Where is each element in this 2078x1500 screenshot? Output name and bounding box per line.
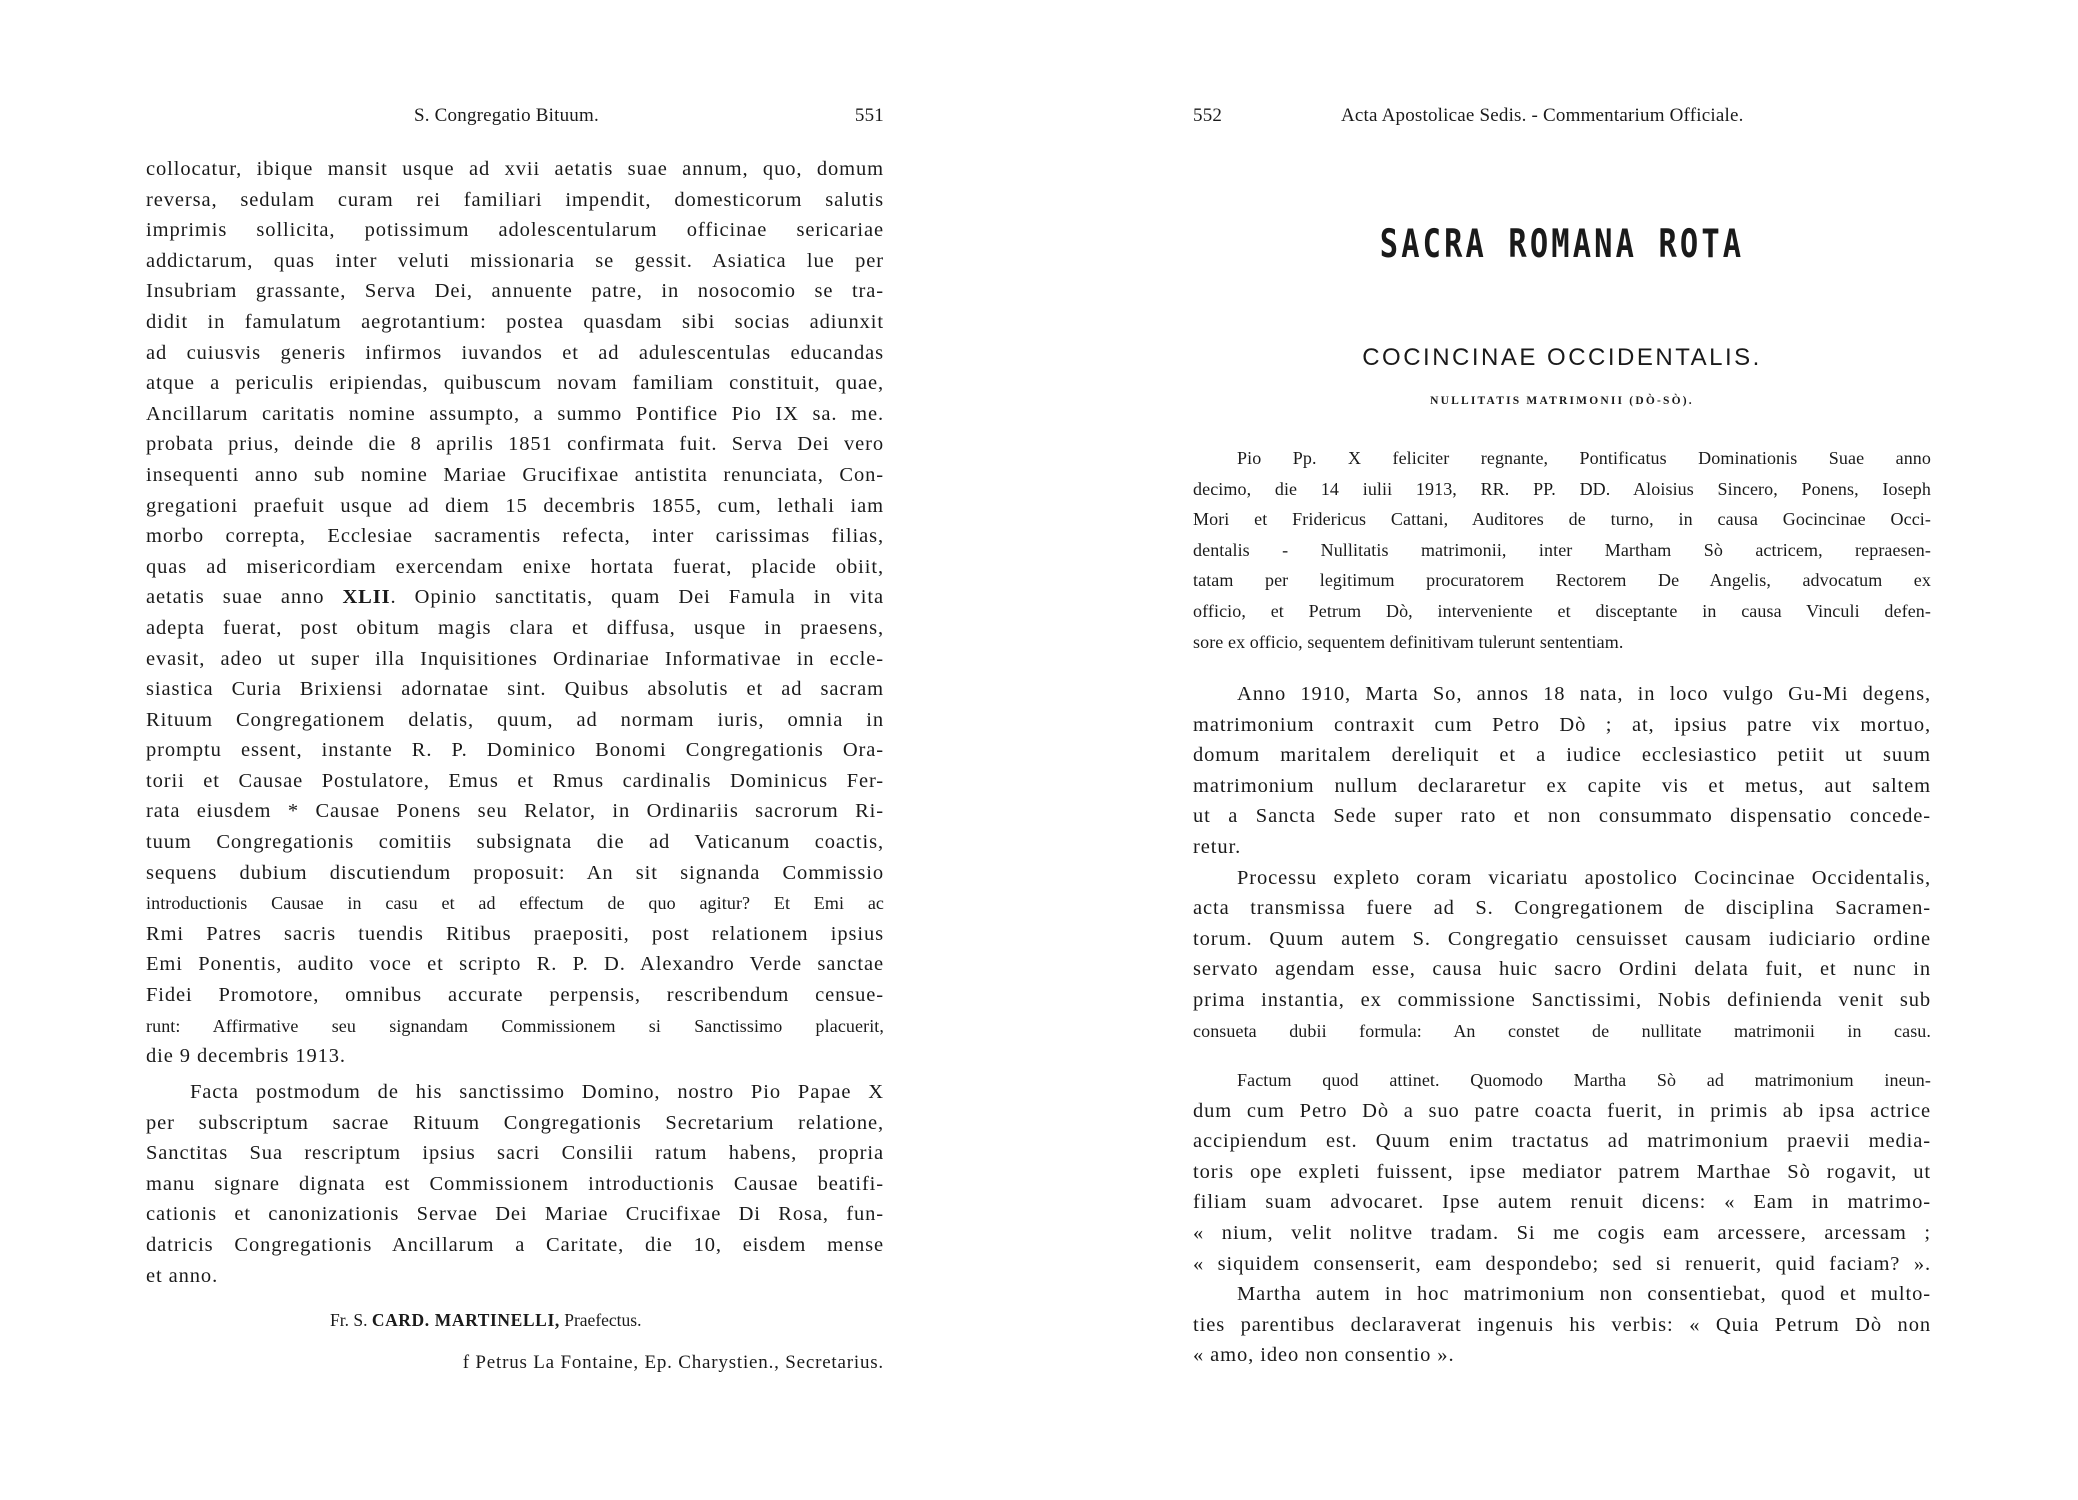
text-line: Facta postmodum de his sanctissimo Domino, nostro Pio Papae X [190, 1081, 884, 1103]
text-line: officio, et Petrum Dò, interveniente et disceptante in causa Vinculi defen- [1193, 600, 1931, 621]
signature-secretary: f Petrus La Fontaine, Ep. Charystien., Secretarius. [462, 1352, 884, 1373]
text-line: datricis Congregationis Ancillarum a Caritate, die 10, eisdem mense [146, 1233, 884, 1256]
text-line: et anno. [146, 1264, 219, 1287]
text-line: retur. [1193, 835, 1242, 858]
text-line: insequenti anno sub nomine Mariae Grucifixae antistita renunciata, Con- [146, 463, 884, 486]
text-line: tatam per legitimum procuratorem Rectorem De Angelis, advocatum ex [1193, 570, 1931, 591]
text-line: « nium, velit nolitve tradam. Si me cogis eam arcessere, arcessam ; [1193, 1221, 1931, 1244]
main-heading: SACRA ROMANA ROTA [1379, 222, 1745, 267]
text-line: manu signare dignata est Commissionem introductionis Causae beatifi- [146, 1172, 884, 1195]
left-page-number: 551 [854, 105, 884, 126]
text-line: Pio Pp. X feliciter regnante, Pontificatus Dominationis Suae anno [1237, 448, 1931, 468]
text-line: siastica Curia Brixiensi adornatae sint. Quibus absolutis et ad sacram [146, 678, 884, 701]
text-line: promptu essent, instante R. P. Dominico Bonomi Congregationis Ora- [146, 739, 884, 762]
left-running-head: S. Congregatio Bituum. [414, 105, 599, 126]
text-line: torii et Causae Postulatore, Emus et Rmus cardinalis Dominicus Fer- [146, 769, 884, 792]
signature-prefect [330, 1310, 641, 1331]
text-line: Insubriam grassante, Serva Dei, annuente patre, in nosocomio se tra- [146, 280, 884, 303]
text-line: ties parentibus declaraverat ingenuis his verbis: « Quia Petrum Dò non [1193, 1313, 1931, 1336]
text-line: reversa, sedulam curam rei familiari impendit, domesticorum salutis [146, 188, 884, 211]
text-line: « siquidem consenserit, eam despondebo; sed si renuerit, quid faciam? ». [1193, 1252, 1931, 1275]
text-line: Emi Ponentis, audito voce et scripto R. P. D. Alexandro Verde sanctae [146, 953, 884, 976]
text-line: ad cuiusvis generis infirmos iuvandos et ad adulescentulas educandas [146, 341, 884, 364]
text-line: probata prius, deinde die 8 aprilis 1851 confirmata fuit. Serva Dei vero [146, 433, 884, 456]
text-line: filiam suam advocaret. Ipse autem renuit dicens: « Eam in matrimo- [1193, 1191, 1931, 1214]
text-line: prima instantia, ex commissione Sanctissimi, Nobis definienda venit sub [1193, 988, 1931, 1011]
text-line: consueta dubii formula: An constet de nullitate matrimonii in casu. [1193, 1020, 1931, 1041]
text-line: torum. Quum autem S. Congregatio censuisset causam iudiciario ordine [1193, 927, 1931, 950]
text-line: sore ex officio, sequentem definitivam tulerunt sententiam. [1193, 631, 1624, 652]
text-line: addictarum, quas inter veluti missionaria se gessit. Asiatica lue per [146, 249, 884, 272]
text-line: cationis et canonizationis Servae Dei Mariae Crucifixae Di Rosa, fun- [146, 1203, 884, 1226]
subheading: COCINCINAE OCCIDENTALIS. [1362, 344, 1762, 371]
text-line: ut a Sancta Sede super rato et non consummato dispensatio concede- [1193, 805, 1931, 828]
text-line: Martha autem in hoc matrimonium non consentiebat, quod et multo- [1237, 1283, 1931, 1306]
text-line: didit in famulatum aegrotantium: postea quasdam sibi socias adiunxit [146, 310, 884, 333]
text-line: toris ope expleti fuissent, ipse mediator patrem Marthae Sò rogavit, ut [1193, 1160, 1931, 1183]
text-line: tuum Congregationis comitiis subsignata die ad Vaticanum coactis, [146, 831, 884, 854]
text-line: atque a periculis eripiendas, quibuscum novam familiam constituit, quae, [146, 372, 884, 395]
text-line: introductionis Causae in casu et ad effectum de quo agitur? Et Emi ac [146, 893, 884, 914]
case-title: NULLITATIS MATRIMONII (DÒ-SÒ). [1430, 395, 1694, 407]
text-line: sequens dubium discutiendum proposuit: An sit signanda Commissio [146, 861, 884, 884]
text-line: per subscriptum sacrae Rituum Congregationis Secretarium relatione, [146, 1111, 884, 1134]
text-line: morbo correpta, Ecclesiae sacramentis refecta, inter carissimas filias, [146, 525, 884, 548]
right-page-number: 552 [1193, 105, 1223, 126]
signature-title: Praefectus. [559, 1310, 642, 1330]
text-line: acta transmissa fuere ad S. Congregationem de disciplina Sacramen- [1193, 897, 1931, 920]
right-body-paragraphs-cd [1193, 1065, 1931, 1371]
right-running-header [1193, 105, 1931, 135]
text-line-xlii [146, 582, 884, 613]
text-line: Factum quod attinet. Quomodo Martha Sò ad matrimonium ineun- [1237, 1070, 1931, 1090]
text-line: imprimis sollicita, potissimum adolescentularum officinae sericariae [146, 219, 884, 242]
text-line: evasit, adeo ut super illa Inquisitiones Ordinariae Informativae in eccle- [146, 647, 884, 670]
text-line: Processu expleto coram vicariatu apostolico Cocincinae Occidentalis, [1237, 866, 1931, 889]
text-line: Fidei Promotore, omnibus accurate perpensis, rescribendum censue- [146, 984, 884, 1007]
text-line: runt: Affirmative seu signandam Commissionem si Sanctissimo placuerit, [146, 1015, 884, 1036]
text-line: gregationi praefuit usque ad diem 15 decembris 1855, cum, lethali iam [146, 494, 884, 517]
text-line: quas ad misericordiam exercendam enixe hortata fuerat, placide obiit, [146, 555, 884, 578]
text-line: accipiendum est. Quum enim tractatus ad matrimonium praevii media- [1193, 1130, 1931, 1153]
xlii-after: . Opinio sanctitatis, quam Dei Famula in vita [390, 586, 884, 609]
text-line: matrimonium nullum declararetur ex capite vis et metus, aut saltem [1193, 774, 1931, 797]
xlii-numeral: XLII [342, 586, 391, 609]
text-line: adepta fuerat, post obitum magis clara et diffusa, usque in praesens, [146, 616, 884, 639]
text-line: collocatur, ibique mansit usque ad xvii aetatis suae annum, quo, domum [146, 158, 884, 180]
text-line: die 9 decembris 1913. [146, 1045, 346, 1068]
text-line: decimo, die 14 iulii 1913, RR. PP. DD. Aloisius Sincero, Ponens, Ioseph [1193, 478, 1931, 499]
text-line: Rituum Congregationem delatis, quum, ad normam iuris, omnia in [146, 708, 884, 731]
text-line: « amo, ideo non consentio ». [1193, 1344, 1455, 1367]
right-running-head: Acta Apostolicae Sedis. - Commentarium Officiale. [1341, 105, 1744, 126]
text-line: servato agendam esse, causa huic sacro Ordini delata fuit, et nunc in [1193, 958, 1931, 981]
signature-prefix: Fr. S. [330, 1310, 372, 1330]
right-body-paragraphs-ab [1193, 679, 1931, 1046]
text-line: matrimonium contraxit cum Petro Dò ; at, ipsius patre vix mortuo, [1193, 713, 1931, 736]
text-line: Ancillarum caritatis nomine assumpto, a summo Pontifice Pio IX sa. me. [146, 402, 884, 425]
xlii-before: aetatis suae anno [146, 586, 343, 609]
text-line: dum cum Petro Dò a suo patre coacta fuerit, in primis ab ipsa actrice [1193, 1099, 1931, 1122]
signature-name: CARD. MARTINELLI, [371, 1310, 560, 1330]
text-line: rata eiusdem * Causae Ponens seu Relator, in Ordinariis sacrorum Ri- [146, 800, 884, 823]
text-line: Mori et Fridericus Cattani, Auditores de turno, in causa Gocincinae Occi- [1193, 509, 1931, 530]
text-line: Anno 1910, Marta So, annos 18 nata, in loco vulgo Gu-Mi degens, [1237, 683, 1931, 705]
intro-paragraph [1193, 443, 1931, 657]
text-line: Sanctitas Sua rescriptum ipsius sacri Consilii ratum habens, propria [146, 1142, 884, 1165]
left-paragraph-1 [146, 154, 884, 1072]
text-line: domum maritalem dereliquit et a iudice ecclesiastico petiit ut suum [1193, 744, 1931, 767]
text-line: Rmi Patres sacris tuendis Ritibus praepositi, post relationem ipsius [146, 922, 884, 945]
left-paragraph-2 [146, 1077, 884, 1291]
left-running-header [146, 105, 884, 135]
text-line: dentalis - Nullitatis matrimonii, inter Martham Sò actricem, repraesen- [1193, 539, 1931, 560]
